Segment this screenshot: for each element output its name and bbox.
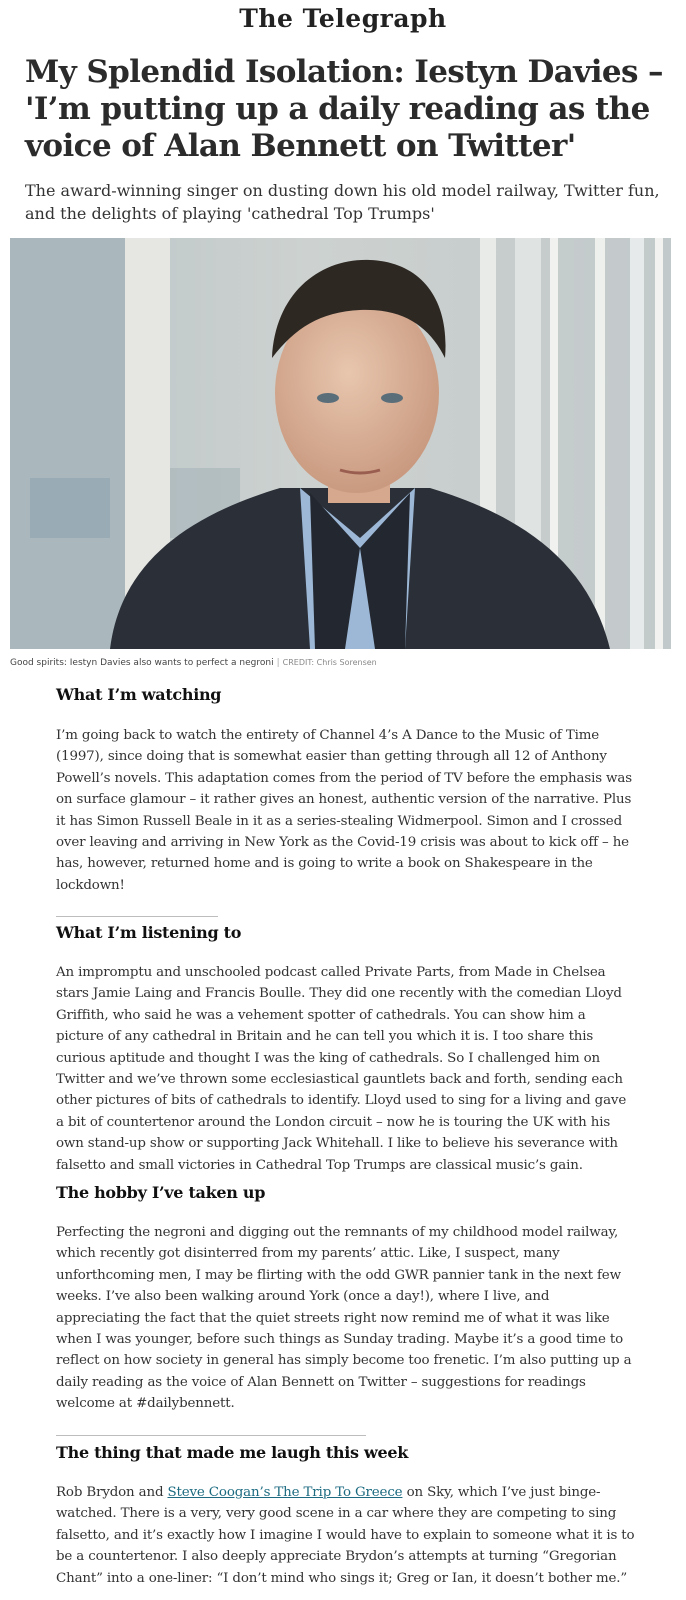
section-heading-listening: What I’m listening to	[56, 923, 242, 942]
section-body-listening: An impromptu and unschooled podcast called Private Parts, from Made in Chelsea stars Jamie Laing and Francis Boulle. They did one recently with the comedian Lloyd Griffith, who said he was a vehement spotter of cathedrals. You can show him a picture of any cathedral in Britain and he can tell you which it is. I too share this curious aptitude and thought I was the king of cathedrals. So I challenged him on Twitter and we’ve thrown some ecclesiastical gauntlets back and forth, sending each other pictures of bits of cathedrals to identify. Lloyd used to sing for a living and gave a bit of countertenor around the London circuit – now he is touring the UK with his own stand-up show or supporting Jack Whitehall. I like to believe his severance with falsetto and small victories in Cathedral Top Trumps are classical music’s gain.	[56, 965, 627, 1173]
section-body-watching: I’m going back to watch the entirety of Channel 4’s A Dance to the Music of Time (1997), since doing that is somewhat easier than getting through all 12 of Anthony Powell’s novels. This adaptation comes from the period of TV before the emphasis was on surface glamour – it rather gives an honest, authentic version of the narrative. Plus it has Simon Russell Beale in it as a series-stealing Widmerpool. Simon and I crossed over leaving and arriving in New York as the Covid-19 crisis was about to kick off – he has, however, returned home and is going to write a book on Shakespeare in the lockdown!	[56, 728, 632, 893]
article-photo	[10, 238, 671, 649]
section-body-laugh	[56, 1482, 636, 1589]
caption-credit: CREDIT: Chris Sorensen	[282, 658, 377, 667]
section-body-hobby: Perfecting the negroni and digging out the remnants of my childhood model railway, which recently got disinterred from my parents’ attic. Like, I suspect, many unforthcoming men, I may be flirting with the odd GWR pannier tank in the next few weeks. I’ve also been walking around York (once a day!), where I live, and appreciating the fact that the quiet streets right now remind me of what it was like when I was younger, before such things as Sunday trading. Maybe it’s a good time to reflect on how society in general has simply become too frenetic. I’m also putting up a daily reading as the voice of Alan Bennett on Twitter – suggestions for readings welcome at #dailybennett.	[56, 1225, 632, 1412]
trip-to-greece-link[interactable]: Steve Coogan’s The Trip To Greece	[167, 1485, 403, 1500]
section-body-text: on Sky, which I’ve just binge-watched. There is a very, very good scene in a car where they are competing to sing falsetto, and it’s exactly how I imagine I would have to explain to someone what it is to be a countertenor. I also deeply appreciate Brydon’s attempts at turning “Gregorian Chant” into a one-liner: “I don’t mind who sings it; Greg or Ian, it doesn’t bother me.”	[56, 1485, 635, 1586]
section-heading-laugh: The thing that made me laugh this week	[56, 1443, 409, 1462]
section-body-text: Rob Brydon and	[56, 1485, 168, 1500]
article-headline: My Splendid Isolation: Iestyn Davies – 'I’m putting up a daily reading as the voice of Alan Bennett on Twitter'	[25, 54, 663, 164]
caption-text: Good spirits: Iestyn Davies also wants to perfect a negroni	[10, 658, 274, 668]
section-divider	[56, 1435, 366, 1436]
photo-caption	[10, 658, 377, 668]
section-heading-hobby: The hobby I’ve taken up	[56, 1183, 266, 1202]
masthead-logo[interactable]: The Telegraph	[239, 4, 447, 33]
section-divider	[56, 916, 218, 917]
caption-separator: |	[276, 658, 280, 668]
article-standfirst: The award-winning singer on dusting down his old model railway, Twitter fun, and the delights of playing 'cathedral Top Trumps'	[25, 181, 660, 223]
section-heading-watching: What I’m watching	[56, 685, 222, 704]
